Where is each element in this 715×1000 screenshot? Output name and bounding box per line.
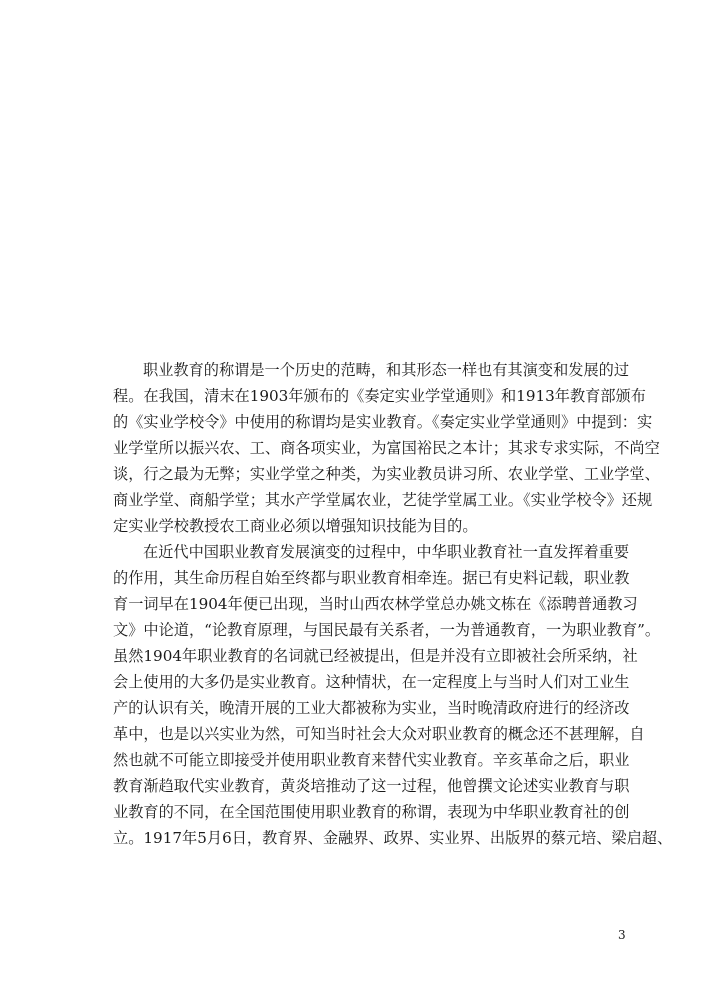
text-line: 职业教育的称谓是一个历史的范畴，和其形态一样也有其演变和发展的过 bbox=[143, 361, 629, 379]
text-line: 商业学堂、商船学堂；其水产学堂属农业，艺徒学堂属工业。《实业学校令》还规 bbox=[113, 491, 653, 509]
text-line: 教育渐趋取代实业教育，黄炎培推动了这一过程，他曾撰文论述实业教育与职 bbox=[113, 777, 630, 795]
page-number: 3 bbox=[618, 928, 626, 942]
paragraph-2 bbox=[113, 539, 673, 851]
text-line: 虽然1904年职业教育的名词就已经被提出，但是并没有立即被社会所采纳，社 bbox=[113, 647, 638, 665]
text-line: 的《实业学校令》中使用的称谓均是实业教育。《奏定实业学堂通则》中提到：实 bbox=[113, 413, 653, 431]
text-line: 育一词早在1904年便已出现，当时山西农林学堂总办姚文栋在《添聘普通教习 bbox=[113, 595, 638, 613]
text-line: 谈，行之最为无弊；实业学堂之种类，为实业教员讲习所、农业学堂、工业学堂、 bbox=[113, 465, 660, 483]
text-line: 然也就不可能立即接受并使用职业教育来替代实业教育。辛亥革命之后，职业 bbox=[113, 751, 630, 769]
text-line: 程。在我国，清末在1903年颁布的《奏定实业学堂通则》和1913年教育部颁布 bbox=[113, 387, 646, 405]
text-line: 文》中论道，“论教育原理，与国民最有关系者，一为普通教育，一为职业教育”。 bbox=[113, 621, 661, 639]
text-line: 会上使用的大多仍是实业教育。这种情状，在一定程度上与当时人们对工业生 bbox=[113, 673, 630, 691]
text-line: 定实业学校教授农工商业必须以增强知识技能为目的。 bbox=[113, 517, 478, 535]
text-line: 产的认识有关，晚清开展的工业大都被称为实业，当时晚清政府进行的经济改 bbox=[113, 699, 630, 717]
text-line: 立。1917年5月6日，教育界、金融界、政界、实业界、出版界的蔡元培、梁启超、 bbox=[113, 829, 673, 847]
body-text bbox=[113, 357, 673, 851]
text-line: 业教育的不同，在全国范围使用职业教育的称谓，表现为中华职业教育社的创 bbox=[113, 803, 630, 821]
text-line: 革中，也是以兴实业为然，可知当时社会大众对职业教育的概念还不甚理解，自 bbox=[113, 725, 645, 743]
text-line: 的作用，其生命历程自始至终都与职业教育相牵连。据已有史料记载，职业教 bbox=[113, 569, 630, 587]
paragraph-1 bbox=[113, 357, 660, 539]
text-line: 在近代中国职业教育发展演变的过程中，中华职业教育社一直发挥着重要 bbox=[143, 543, 629, 561]
text-line: 业学堂所以振兴农、工、商各项实业，为富国裕民之本计；其求专求实际，不尚空 bbox=[113, 439, 660, 457]
